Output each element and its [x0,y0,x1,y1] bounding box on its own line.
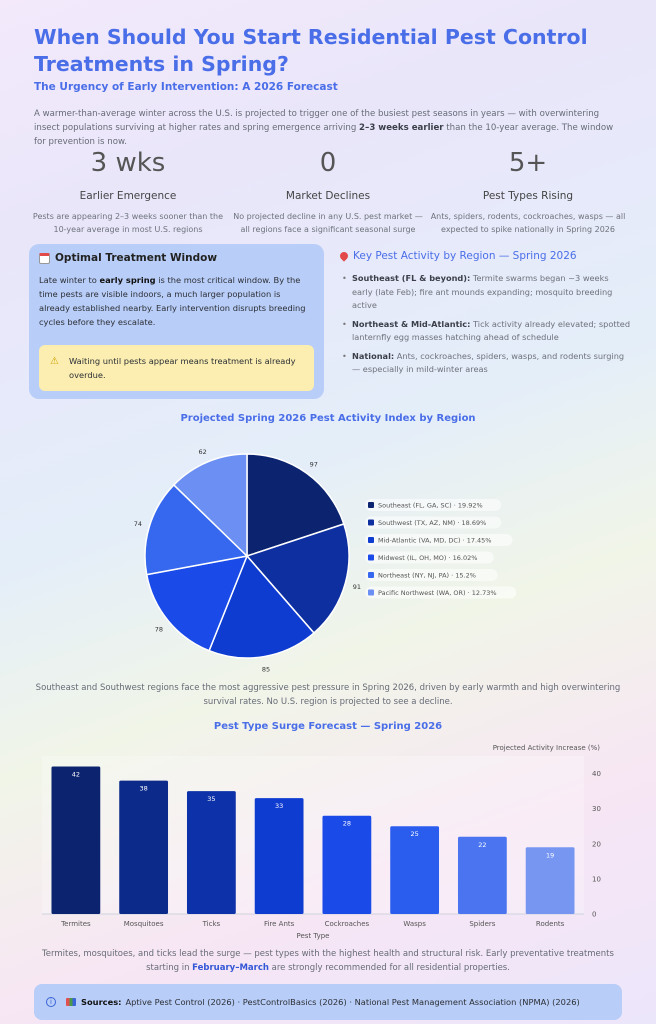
pie-value-label: 85 [261,665,271,674]
legend-label: Pacific Northwest (WA, OR) · 12.73% [378,589,497,597]
bar [322,816,371,914]
stat-pest-types-rising [430,146,626,236]
bar-value-label: 35 [207,795,216,804]
stat-market-declines [230,146,426,236]
list-item [340,272,630,313]
region-name: National: [352,350,395,361]
sources-bar [34,984,622,1020]
list-item [340,318,630,345]
bar-caption [30,947,626,975]
card-title: Optimal Treatment Window [55,252,218,264]
bar-value-label: 42 [71,770,81,779]
bar [51,767,100,914]
legend-label: Southeast (FL, GA, SC) · 19.92% [378,501,483,510]
stat-label: Market Declines [285,190,371,202]
bar-chart [0,738,656,943]
intro-text-after: than the 10-year average. The window for prevention is now. [34,123,614,147]
legend-swatch [368,520,374,526]
legend-item [365,499,501,511]
warning-icon: ⚠ [50,356,59,367]
bar-caption-before: Termites, mosquitoes, and ticks lead the surge — pest types with the highest health and structural risk. Early preventative treatments starting in [42,949,614,973]
bar-value-label: 33 [274,802,284,811]
bar-value-label: 19 [545,851,555,860]
books-icon [66,998,76,1006]
intro-text-before: A warmer-than-average winter across the U.S. is projected to trigger one of the busiest pest seasons in years — with overwintering insect populations surviving at higher rates and spring emergence arriving [34,109,600,133]
stat-value: 0 [319,148,337,178]
card-body-before: Late winter to [39,275,100,285]
legend-label: Northeast (NY, NJ, PA) · 15.2% [378,571,476,580]
regional-activity-section [340,250,630,382]
legend-label: Southwest (TX, AZ, NM) · 18.69% [378,519,487,527]
bar-value-label: 38 [139,784,148,793]
stat-description: Ants, spiders, rodents, cockroaches, wasps — all expected to spike nationally in Spring 2026 [430,212,626,234]
pie-value-label: 97 [309,460,318,469]
x-tick-label: Fire Ants [263,920,295,928]
y-tick-label: 20 [592,840,601,849]
location-pin-icon [338,250,349,261]
region-name: Southeast (FL & beyond): [352,273,471,283]
list-item [340,350,630,377]
pie-chart [0,430,656,680]
stat-label: Earlier Emergence [79,190,177,202]
legend-swatch [368,590,374,596]
activity-title: Key Pest Activity by Region — Spring 2026 [353,250,577,262]
page-title: When Should You Start Residential Pest Control Treatments in Spring? [34,25,588,76]
legend-swatch [368,502,374,508]
warning-text: Waiting until pests appear means treatment is already overdue. [69,356,296,380]
pie-value-label: 74 [133,520,143,529]
legend-label: Mid-Atlantic (VA, MD, DC) · 17.45% [378,536,492,545]
bar-value-label: 25 [410,830,419,839]
region-name: Northeast & Mid-Atlantic: [352,318,471,329]
calendar-icon [39,253,50,264]
sources-label: Sources: [81,997,122,1007]
bar-value-label: 28 [342,819,352,828]
y-tick-label: 0 [592,910,597,919]
legend-swatch [368,572,374,578]
intro-paragraph [34,107,624,149]
bar-caption-after: are strongly recommended for all residential properties. [268,963,510,973]
x-tick-label: Wasps [403,920,426,928]
page-subtitle: The Urgency of Early Intervention: A 2026 Forecast [34,81,338,93]
card-body [39,273,314,329]
x-tick-label: Rodents [535,920,565,928]
activity-header [340,250,630,262]
stat-value: 3 wks [90,148,166,178]
sources-text: Aptive Pest Control (2026) · PestControlBasics (2026) · National Pest Management Association (NPMA) (2026) [125,997,580,1007]
pie-value-label: 62 [198,447,207,456]
region-text: Ants, cockroaches, spiders, wasps, and rodents surging — especially in mild-winter areas [352,350,625,374]
legend-item [365,569,498,581]
pie-value-label: 91 [352,583,362,592]
legend-item [365,587,516,599]
x-tick-label: Mosquitoes [123,920,164,928]
legend-swatch [368,537,374,543]
x-tick-label: Spiders [469,920,496,928]
info-icon: i [46,997,56,1007]
pie-value-label: 78 [154,625,164,634]
legend-label: Midwest (IL, OH, MO) · 16.02% [378,554,478,562]
stat-label: Pest Types Rising [482,190,574,202]
x-axis-label: Pest Type [296,932,330,940]
bar [255,798,304,914]
card-body-after: is the most critical window. By the time pests are visible indoors, a much larger population is already established nearby. Early intervention disrupts breeding cycles before they escalate. [39,275,306,327]
x-tick-label: Cockroaches [324,920,370,928]
stat-description: Pests are appearing 2–3 weeks sooner than the 10-year average in most U.S. regions [32,212,224,234]
stat-description: No projected decline in any U.S. pest market — all regions face a significant seasonal surge [233,212,423,234]
y-tick-label: 10 [592,875,601,884]
y-tick-label: 30 [592,805,601,814]
legend-item [365,517,501,529]
bar-caption-bold: February–March [192,963,269,973]
y-axis-label: Projected Activity Increase (%) [492,744,600,752]
stat-earlier-emergence [30,146,226,236]
pie-chart-title: Projected Spring 2026 Pest Activity Index by Region [180,413,476,424]
legend-item [365,534,513,546]
bar [390,826,439,914]
bar-chart-title: Pest Type Surge Forecast — Spring 2026 [213,721,443,732]
region-text: Tick activity already elevated; spotted lanternfly egg masses hatching ahead of schedule [352,318,631,342]
x-tick-label: Ticks [202,920,221,928]
treatment-window-card [29,244,324,399]
card-header [39,252,314,264]
legend-item [365,552,494,564]
warning-callout [39,345,314,391]
bar-value-label: 22 [478,840,487,849]
legend-swatch [368,555,374,561]
activity-list [340,272,630,377]
y-tick-label: 40 [592,770,601,779]
stat-value: 5+ [508,148,548,178]
card-body-bold: early spring [99,275,156,285]
bar [119,781,168,914]
pie-caption: Southeast and Southwest regions face the most aggressive pest pressure in Spring 2026, driven by early warmth and high overwintering survival rates. No U.S. region is projected to see a decline. [35,683,621,707]
x-tick-label: Termites [61,920,91,928]
bar [187,791,236,914]
region-text: Termite swarms began ~3 weeks early (late Feb); fire ant mounds expanding; mosquito breeding active [352,273,613,310]
intro-text-bold: 2–3 weeks earlier [359,123,444,133]
